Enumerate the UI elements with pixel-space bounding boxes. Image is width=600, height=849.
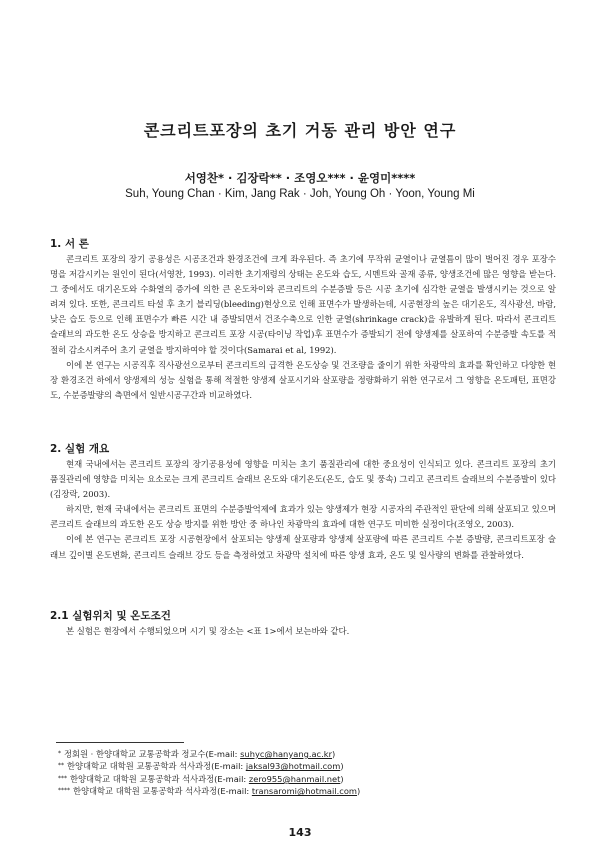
section-heading-introduction: 1. 서 론 <box>50 238 89 250</box>
section-heading-experiment-overview: 2. 실험 개요 <box>50 443 110 455</box>
paragraph: 콘크리트 포장의 장기 공용성은 시공조건과 환경조건에 크게 좌우된다. 즉 초기에 무작위 균열이나 균열틈이 많이 벌어진 경우 포장수명을 저감시키는 원인이 된다(서영찬, 1993). 이러한 초기재령의 상태는 온도와 습도, 시멘트와 골재 종류, 양생조건에 많은 영향을 받는다. 그 중에서도 대기온도와 수화열의 증가에 의한 큰 온도차이와 콘크리트의 수분증발 등은 시공 초기에 심각한 균열을 발생시키는 것으로 알려져 있다. 또한, 콘크리트 타설 후 초기 블리딩(bleeding)현상으로 인해 표면수가 발생하는데, 시공현장의 높은 대기온도, 직사광선, 바람, 낮은 습도 등으로 인해 표면수가 빠른 시간 내 증발되면서 건조수축으로 인한 균열(shrinkage crack)을 유발하게 된다. 따라서 콘크리트 슬래브의 과도한 온도 상승을 방지하고 콘크리트 포장 시공(타이닝 작업)후 표면수가 증발되기 전에 양생제를 살포하여 수분증발 속도를 적절히 감소시켜주어 초기 균열을 방지하여야 할 것이다(Samarai et al, 1992). <box>50 254 556 355</box>
footnote-divider <box>56 742 184 743</box>
authors-korean: 서영찬* · 김장락** · 조영오*** · 윤영미**** <box>184 171 416 185</box>
email-link[interactable]: transaromi@hotmail.com <box>251 786 357 797</box>
footnote-close: ) <box>356 786 361 797</box>
authors-english: Suh, Young Chan · Kim, Jang Rak · Joh, Young Oh · Yoon, Young Mi <box>125 188 475 200</box>
paragraph: 하지만, 현재 국내에서는 콘크리트 표면의 수분증발억제에 효과가 있는 양생제가 현장 시공자의 주관적인 판단에 의해 살포되고 있으며 콘크리트 슬래브의 과도한 온도 상승 방지를 위한 방안 중 하나인 차광막의 효과에 대한 연구도 미비한 실정이다(조영오, 2003). <box>50 504 556 530</box>
footnotes <box>58 748 538 798</box>
section-body-experiment-overview <box>50 457 556 563</box>
footnote-mark: * <box>58 750 61 757</box>
footnote-3 <box>58 773 538 785</box>
footnote-text: 한양대학교 대학원 교통공학과 석사과정(E-mail: <box>73 786 252 797</box>
paper-title: 콘크리트포장의 초기 거동 관리 방안 연구 <box>143 121 457 140</box>
paragraph: 이에 본 연구는 콘크리트 포장 시공현장에서 살포되는 양생제 살포량과 양생제 살포량에 따른 콘크리트 수분 증발량, 콘크리트포장 슬래브 깊이별 온도변화, 콘크리트 슬래브 강도 등을 측정하였고 차광막 설치에 따른 양생 효과, 온도 및 일사량의 변화를 관찰하였다. <box>50 534 556 560</box>
paragraph: 본 실험은 현장에서 수행되었으며 시기 및 장소는 <표 1>에서 보는바와 같다. <box>66 626 350 636</box>
section-heading-location-temperature: 2.1 실험위치 및 온도조건 <box>50 610 171 622</box>
footnote-close: ) <box>331 749 336 759</box>
email-link[interactable]: suhyc@hanyang.ac.kr <box>240 749 332 759</box>
footnote-close: ) <box>340 761 344 772</box>
footnote-text: 정회원 · 한양대학교 교통공학과 정교수(E-mail: <box>64 749 241 759</box>
footnote-text: 한양대학교 대학원 교통공학과 석사과정(E-mail: <box>67 761 246 772</box>
paragraph: 현재 국내에서는 콘크리트 포장의 장기공용성에 영향을 미치는 초기 품질관리에 대한 중요성이 인식되고 있다. 콘크리트 포장의 초기 품질관리에 영향을 미치는 요소로는 크게 콘크리트 슬래브 온도와 대기온도(온도, 습도 및 풍속) 그리고 콘크리트 슬래브의 수분증발이 있다(김장락, 2003). <box>50 459 556 500</box>
page-number: 143 <box>288 826 312 839</box>
footnote-4 <box>58 785 538 797</box>
footnote-mark: **** <box>58 787 70 795</box>
footnote-mark: ** <box>58 762 64 770</box>
footnote-2 <box>58 760 538 772</box>
email-link[interactable]: jaksal93@hotmail.com <box>245 761 341 772</box>
section-body-introduction <box>50 252 556 403</box>
footnote-1 <box>58 748 538 760</box>
paragraph: 이에 본 연구는 시공직후 직사광선으로부터 콘크리트의 급격한 온도상승 및 건조량을 줄이기 위한 차광막의 효과를 확인하고 다양한 현장 환경조건 하에서 양생제의 성능 실험을 통해 적절한 양생제 살포시기와 살포량을 정량화하기 위한 연구로서 그 영향을 온도패턴, 표면강도, 수분증발량의 측면에서 일반시공구간과 비교하였다. <box>50 359 556 400</box>
footnote-close: ) <box>340 773 344 784</box>
footnote-text: 한양대학교 대학원 교통공학과 석사과정(E-mail: <box>70 773 249 784</box>
section-body-location-temperature <box>50 624 556 639</box>
email-link[interactable]: zero955@hanmail.net <box>248 773 341 784</box>
footnote-mark: *** <box>58 774 67 782</box>
